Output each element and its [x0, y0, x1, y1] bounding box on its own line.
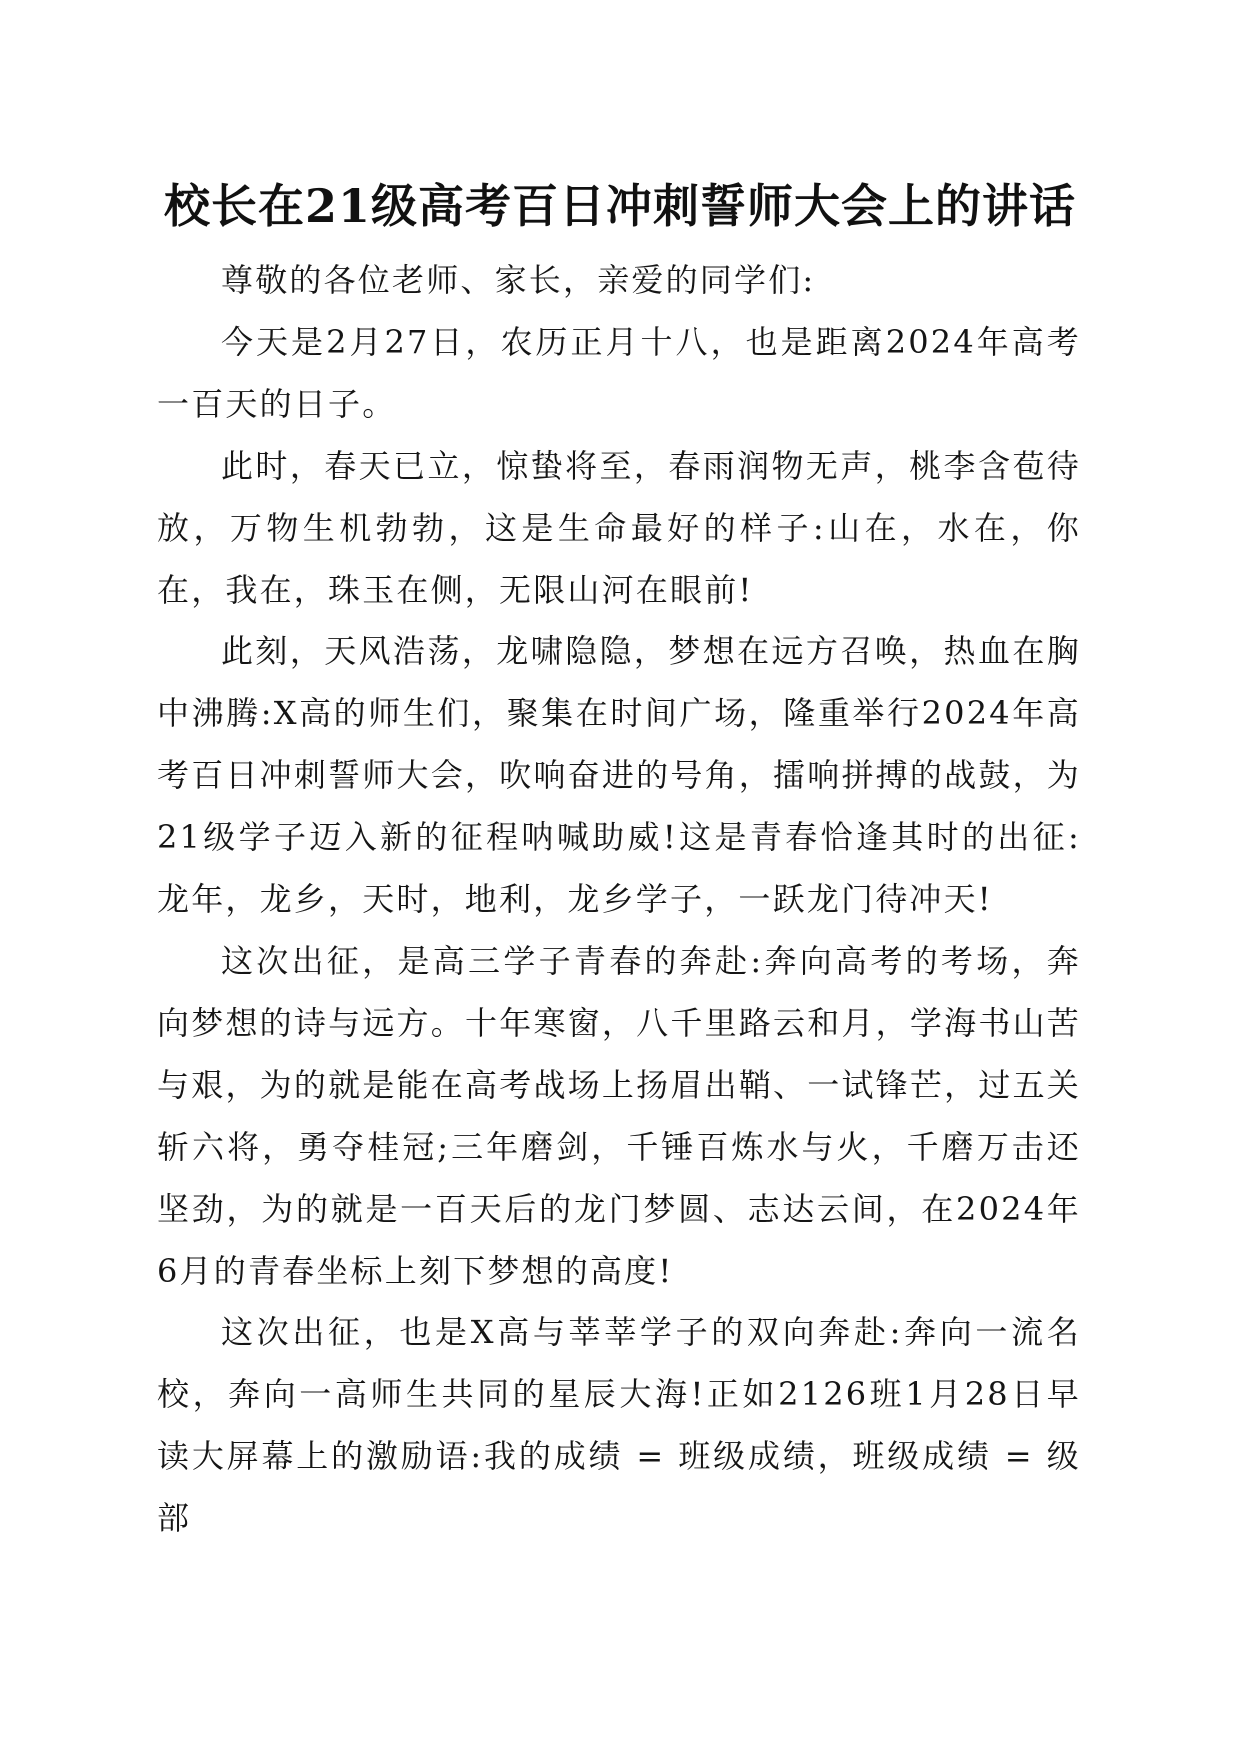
assembly-paragraph: 此刻，天风浩荡，龙啸隐隐，梦想在远方召唤，热血在胸中沸腾:X高的师生们，聚集在时间广场，隆重举行2024年高考百日冲刺誓师大会，吹响奋进的号角，擂响拼搏的战鼓，为21级学子迈入新的征程呐喊助威!这是青春恰逢其时的出征:龙年，龙乡，天时，地利，龙乡学子，一跃龙门待冲天! [157, 632, 1081, 919]
greeting-paragraph: 尊敬的各位老师、家长，亲爱的同学们: [221, 261, 816, 299]
mutual-pursuit-paragraph: 这次出征，也是X高与莘莘学子的双向奔赴:奔向一流名校，奔向一高师生共同的星辰大海!正如2126班1月28日早读大屏幕上的激励语:我的成绩 = 班级成绩，班级成绩 = 级部 [157, 1313, 1081, 1538]
journey-paragraph: 这次出征，是高三学子青春的奔赴:奔向高考的考场，奔向梦想的诗与远方。十年寒窗，八千里路云和月，学海书山苦与艰，为的就是能在高考战场上扬眉出鞘、一试锋芒，过五关斩六将，勇夺桂冠;三年磨剑，千锤百炼水与火，千磨万击还坚劲，为的就是一百天后的龙门梦圆、志达云间，在2024年6月的青春坐标上刻下梦想的高度! [157, 941, 1081, 1290]
document-body [157, 250, 1081, 1550]
date-paragraph: 今天是2月27日，农历正月十八，也是距离2024年高考一百天的日子。 [157, 322, 1081, 423]
document-title: 校长在21级高考百日冲刺誓师大会上的讲话 [163, 179, 1076, 233]
spring-paragraph: 此时，春天已立，惊蛰将至，春雨润物无声，桃李含苞待放，万物生机勃勃，这是生命最好的样子:山在，水在，你在，我在，珠玉在侧，无限山河在眼前! [157, 446, 1081, 609]
